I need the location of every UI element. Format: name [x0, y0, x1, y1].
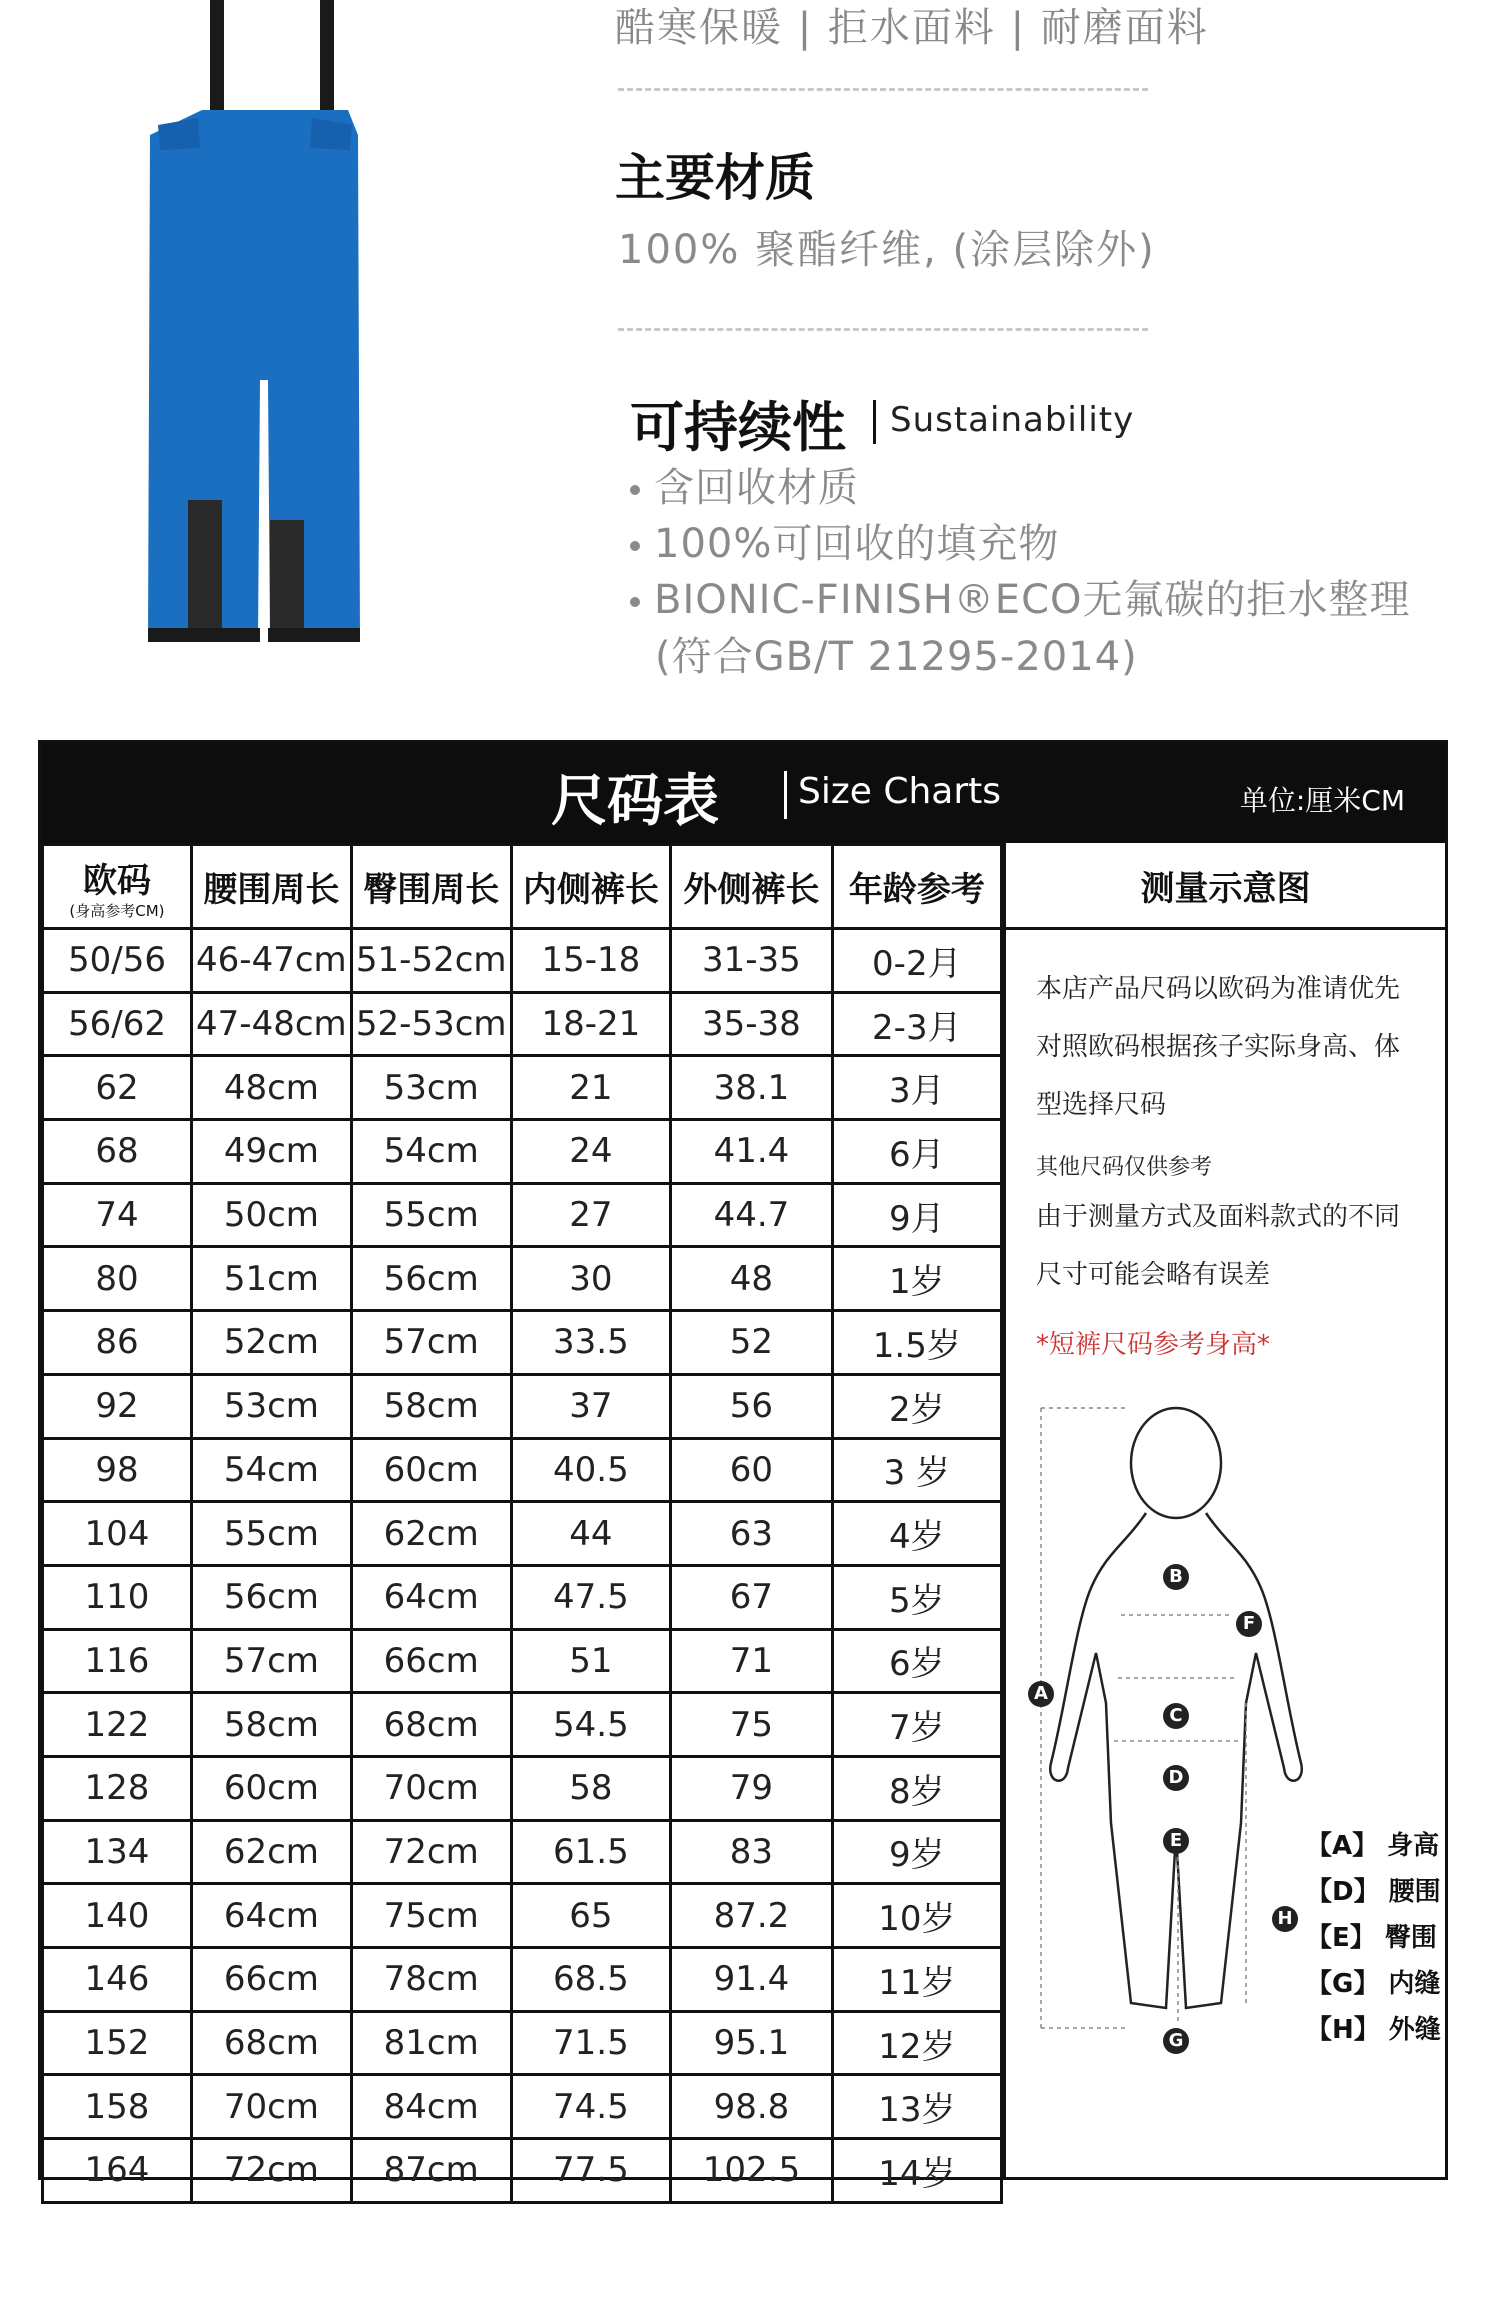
marker-h-icon: H	[1272, 1906, 1298, 1932]
table-cell: 146	[43, 1948, 192, 2012]
table-cell: 61.5	[511, 1820, 671, 1884]
table-cell: 70cm	[191, 2075, 351, 2139]
diagram-header: 测量示意图	[1006, 843, 1445, 930]
column-header: 年龄参考	[832, 845, 1001, 929]
table-cell: 62	[43, 1056, 192, 1120]
table-cell: 50/56	[43, 929, 192, 993]
table-cell: 57cm	[351, 1311, 511, 1375]
table-row	[43, 1311, 1002, 1375]
table-cell: 56	[671, 1374, 832, 1438]
table-cell: 37	[511, 1374, 671, 1438]
marker-d-icon: D	[1163, 1765, 1189, 1791]
table-cell: 67	[671, 1565, 832, 1629]
bullet-icon	[630, 485, 640, 495]
table-cell: 35-38	[671, 992, 832, 1056]
table-cell: 83	[671, 1820, 832, 1884]
material-title: 主要材质	[615, 149, 815, 207]
table-cell: 9月	[832, 1183, 1001, 1247]
table-cell: 44.7	[671, 1183, 832, 1247]
table-cell: 12岁	[832, 2011, 1001, 2075]
table-cell: 40.5	[511, 1438, 671, 1502]
table-cell: 54.5	[511, 1693, 671, 1757]
legend-item: 【H】 外缝	[1306, 2015, 1441, 2045]
measurement-diagram-panel	[1003, 843, 1445, 2177]
table-cell: 140	[43, 1884, 192, 1948]
table-cell: 64cm	[351, 1565, 511, 1629]
table-cell: 2岁	[832, 1374, 1001, 1438]
table-cell: 58cm	[191, 1693, 351, 1757]
table-cell: 78cm	[351, 1948, 511, 2012]
column-header: 欧码 (身高参考CM)	[43, 845, 192, 929]
size-chart	[38, 740, 1448, 2194]
table-cell: 0-2月	[832, 929, 1001, 993]
table-cell: 87cm	[351, 2139, 511, 2203]
table-row	[43, 2075, 1002, 2139]
table-cell: 81cm	[351, 2011, 511, 2075]
table-cell: 60cm	[191, 1756, 351, 1820]
table-cell: 72cm	[351, 1820, 511, 1884]
table-cell: 128	[43, 1756, 192, 1820]
table-cell: 56/62	[43, 992, 192, 1056]
table-row	[43, 1820, 1002, 1884]
bullet-icon	[630, 597, 640, 607]
table-cell: 58cm	[351, 1374, 511, 1438]
table-cell: 41.4	[671, 1120, 832, 1184]
table-cell: 15-18	[511, 929, 671, 993]
table-cell: 6岁	[832, 1629, 1001, 1693]
table-cell: 102.5	[671, 2139, 832, 2203]
table-row	[43, 2011, 1002, 2075]
table-cell: 5岁	[832, 1565, 1001, 1629]
table-row	[43, 1502, 1002, 1566]
table-row	[43, 1438, 1002, 1502]
table-cell: 74.5	[511, 2075, 671, 2139]
table-row	[43, 992, 1002, 1056]
marker-b-icon: B	[1163, 1564, 1189, 1590]
marker-g-icon: G	[1163, 2028, 1189, 2054]
table-cell: 72cm	[191, 2139, 351, 2203]
measurement-legend	[1306, 1823, 1441, 2053]
marker-c-icon: C	[1163, 1703, 1189, 1729]
material-value: 100% 聚酯纤维, (涂层除外)	[618, 227, 1156, 273]
size-notes	[1006, 930, 1445, 1361]
note-line: 本店产品尺码以欧码为准请优先	[1036, 974, 1401, 1004]
table-row	[43, 1056, 1002, 1120]
list-item: 100%可回收的填充物	[630, 516, 1410, 572]
snow-pants-image	[140, 0, 400, 680]
table-cell: 52	[671, 1311, 832, 1375]
legend-item: 【D】 腰围	[1306, 1877, 1441, 1907]
table-cell: 57cm	[191, 1629, 351, 1693]
table-cell: 91.4	[671, 1948, 832, 2012]
table-cell: 1岁	[832, 1247, 1001, 1311]
table-cell: 33.5	[511, 1311, 671, 1375]
table-row	[43, 1756, 1002, 1820]
column-header: 腰围周长	[191, 845, 351, 929]
size-chart-header	[41, 743, 1445, 843]
sustainability-title: 可持续性	[630, 396, 846, 459]
divider	[618, 328, 1148, 331]
table-cell: 55cm	[351, 1183, 511, 1247]
table-row	[43, 1374, 1002, 1438]
note-line: 由于测量方式及面料款式的不同	[1036, 1202, 1401, 1232]
product-info-section	[0, 0, 1500, 700]
title-separator	[784, 771, 787, 819]
table-cell: 52cm	[191, 1311, 351, 1375]
table-cell: 53cm	[191, 1374, 351, 1438]
table-cell: 54cm	[351, 1120, 511, 1184]
table-cell: 13岁	[832, 2075, 1001, 2139]
table-cell: 48	[671, 1247, 832, 1311]
table-cell: 122	[43, 1693, 192, 1757]
table-cell: 3 岁	[832, 1438, 1001, 1502]
table-cell: 74	[43, 1183, 192, 1247]
table-cell: 62cm	[191, 1820, 351, 1884]
marker-a-icon: A	[1028, 1681, 1054, 1707]
table-cell: 86	[43, 1311, 192, 1375]
table-cell: 60cm	[351, 1438, 511, 1502]
table-cell: 158	[43, 2075, 192, 2139]
table-cell: 87.2	[671, 1884, 832, 1948]
table-row	[43, 1120, 1002, 1184]
note-line: 其他尺码仅供参考	[1036, 1155, 1213, 1180]
table-cell: 66cm	[191, 1948, 351, 2012]
table-cell: 75	[671, 1693, 832, 1757]
column-header: 臀围周长	[351, 845, 511, 929]
table-cell: 21	[511, 1056, 671, 1120]
table-cell: 77.5	[511, 2139, 671, 2203]
table-cell: 116	[43, 1629, 192, 1693]
column-header: 外侧裤长	[671, 845, 832, 929]
table-cell: 7岁	[832, 1693, 1001, 1757]
table-cell: 68.5	[511, 1948, 671, 2012]
title-separator	[873, 400, 876, 444]
bullet-icon	[630, 541, 640, 551]
table-cell: 8岁	[832, 1756, 1001, 1820]
table-row	[43, 1247, 1002, 1311]
legend-item: 【A】 身高	[1306, 1831, 1440, 1861]
table-cell: 68cm	[191, 2011, 351, 2075]
table-cell: 84cm	[351, 2075, 511, 2139]
table-cell: 30	[511, 1247, 671, 1311]
table-cell: 80	[43, 1247, 192, 1311]
table-row	[43, 1629, 1002, 1693]
table-cell: 60	[671, 1438, 832, 1502]
size-chart-title: 尺码表	[551, 769, 719, 834]
table-cell: 58	[511, 1756, 671, 1820]
table-cell: 48cm	[191, 1056, 351, 1120]
list-item: 含回收材质	[630, 460, 1410, 516]
table-cell: 46-47cm	[191, 929, 351, 993]
table-cell: 75cm	[351, 1884, 511, 1948]
sustainability-list	[630, 460, 1410, 628]
table-cell: 65	[511, 1884, 671, 1948]
table-cell: 164	[43, 2139, 192, 2203]
table-cell: 11岁	[832, 1948, 1001, 2012]
note-line: 尺寸可能会略有误差	[1036, 1260, 1271, 1290]
table-cell: 71	[671, 1629, 832, 1693]
table-cell: 9岁	[832, 1820, 1001, 1884]
column-header: 内侧裤长	[511, 845, 671, 929]
table-cell: 79	[671, 1756, 832, 1820]
table-row	[43, 1693, 1002, 1757]
size-chart-unit: 单位:厘米CM	[1239, 784, 1405, 817]
table-cell: 44	[511, 1502, 671, 1566]
table-row	[43, 1884, 1002, 1948]
feature-tags: 酷寒保暖 | 拒水面料 | 耐磨面料	[615, 5, 1209, 51]
table-row	[43, 1183, 1002, 1247]
table-cell: 51	[511, 1629, 671, 1693]
table-cell: 70cm	[351, 1756, 511, 1820]
divider	[618, 88, 1148, 91]
table-cell: 18-21	[511, 992, 671, 1056]
size-chart-title-en: Size Charts	[798, 771, 1002, 812]
table-cell: 68	[43, 1120, 192, 1184]
table-cell: 62cm	[351, 1502, 511, 1566]
table-cell: 63	[671, 1502, 832, 1566]
table-cell: 14岁	[832, 2139, 1001, 2203]
table-cell: 52-53cm	[351, 992, 511, 1056]
table-cell: 3月	[832, 1056, 1001, 1120]
table-cell: 51-52cm	[351, 929, 511, 993]
table-cell: 68cm	[351, 1693, 511, 1757]
table-row	[43, 1565, 1002, 1629]
table-cell: 55cm	[191, 1502, 351, 1566]
table-cell: 98	[43, 1438, 192, 1502]
table-cell: 1.5岁	[832, 1311, 1001, 1375]
table-row	[43, 1948, 1002, 2012]
table-cell: 49cm	[191, 1120, 351, 1184]
table-cell: 6月	[832, 1120, 1001, 1184]
sustainability-note: (符合GB/T 21295-2014)	[655, 634, 1138, 680]
table-cell: 95.1	[671, 2011, 832, 2075]
table-header-row	[43, 845, 1002, 929]
table-row	[43, 929, 1002, 993]
table-cell: 54cm	[191, 1438, 351, 1502]
table-cell: 27	[511, 1183, 671, 1247]
table-cell: 2-3月	[832, 992, 1001, 1056]
table-cell: 110	[43, 1565, 192, 1629]
list-item: BIONIC-FINISH®ECO无氟碳的拒水整理	[630, 572, 1410, 628]
table-cell: 50cm	[191, 1183, 351, 1247]
legend-item: 【E】 臀围	[1306, 1923, 1437, 1953]
table-cell: 104	[43, 1502, 192, 1566]
table-cell: 53cm	[351, 1056, 511, 1120]
table-cell: 56cm	[191, 1565, 351, 1629]
table-cell: 66cm	[351, 1629, 511, 1693]
table-cell: 47-48cm	[191, 992, 351, 1056]
table-cell: 64cm	[191, 1884, 351, 1948]
table-cell: 24	[511, 1120, 671, 1184]
table-cell: 4岁	[832, 1502, 1001, 1566]
table-cell: 31-35	[671, 929, 832, 993]
table-cell: 10岁	[832, 1884, 1001, 1948]
marker-f-icon: F	[1236, 1611, 1262, 1637]
table-cell: 56cm	[351, 1247, 511, 1311]
table-cell: 71.5	[511, 2011, 671, 2075]
table-cell: 38.1	[671, 1056, 832, 1120]
table-cell: 152	[43, 2011, 192, 2075]
note-line: 型选择尺码	[1036, 1090, 1167, 1120]
size-table-body	[43, 929, 1002, 2203]
note-highlight: *短裤尺码参考身高*	[1036, 1330, 1271, 1360]
legend-item: 【G】 内缝	[1306, 1969, 1441, 1999]
table-row	[43, 2139, 1002, 2203]
table-cell: 98.8	[671, 2075, 832, 2139]
note-line: 对照欧码根据孩子实际身高、体	[1036, 1032, 1401, 1062]
table-cell: 51cm	[191, 1247, 351, 1311]
sustainability-en-title: Sustainability	[890, 400, 1135, 440]
size-table	[41, 843, 1003, 2204]
marker-e-icon: E	[1163, 1828, 1189, 1854]
table-cell: 134	[43, 1820, 192, 1884]
table-cell: 47.5	[511, 1565, 671, 1629]
table-cell: 92	[43, 1374, 192, 1438]
